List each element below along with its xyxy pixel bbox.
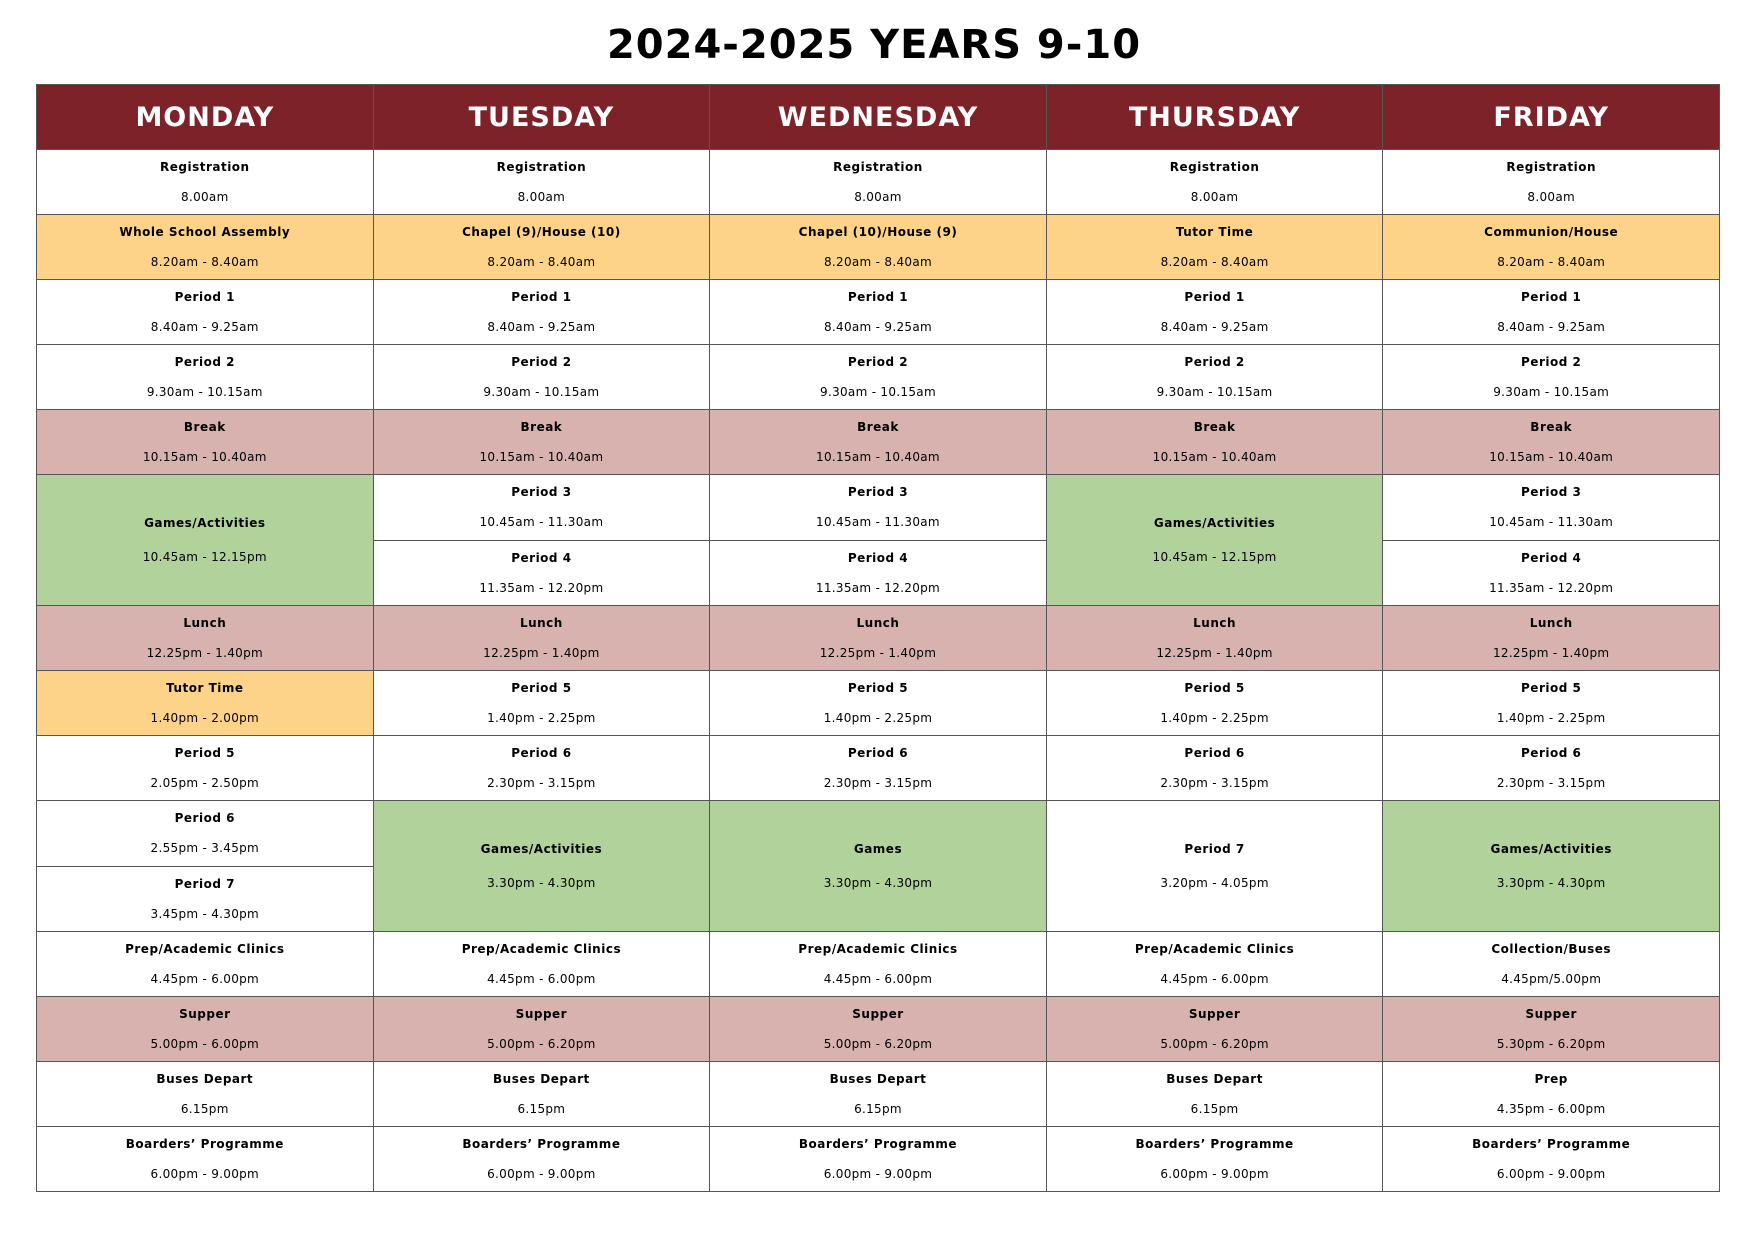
slot-cell [373,345,710,410]
slot-time: 12.25pm - 1.40pm [1492,646,1610,660]
slot-time: 5.00pm - 6.20pm [487,1037,596,1051]
slot-cell [1383,540,1720,606]
slot-time: 12.25pm - 1.40pm [483,646,600,660]
slot-cell [37,345,374,410]
slot-cell [1046,801,1383,932]
slot-time: 3.30pm - 4.30pm [823,876,933,890]
day-header-thursday: THURSDAY [1046,85,1383,150]
slot-name: Communion/House [1484,225,1619,239]
slot-time: 4.45pm - 6.00pm [487,972,596,986]
slot-time: 8.20am - 8.40am [1160,255,1269,269]
timetable-row [37,410,1720,475]
slot-name: Period 7 [174,876,235,891]
slot-name: Period 1 [1184,290,1245,304]
slot-time: 5.30pm - 6.20pm [1496,1037,1606,1051]
timetable-row [37,345,1720,410]
slot-name: Period 1 [511,290,572,304]
slot-name: Whole School Assembly [119,225,291,239]
slot-time: 8.40am - 9.25am [823,320,932,334]
slot-name: Lunch [1193,616,1237,630]
slot-time: 10.15am - 10.40am [479,450,604,464]
slot-name: Registration [496,160,587,174]
slot-name: Period 5 [1521,681,1582,695]
slot-cell [1046,1127,1383,1192]
slot-cell [1383,1062,1720,1127]
slot-cell [37,866,374,932]
slot-name: Chapel (10)/House (9) [798,225,958,239]
slot-cell [710,606,1047,671]
slot-time: 12.25pm - 1.40pm [146,646,264,660]
slot-cell [37,1062,374,1127]
slot-cell [37,410,374,475]
slot-cell [710,1127,1047,1192]
slot-time: 6.00pm - 9.00pm [487,1167,596,1181]
slot-time: 2.30pm - 3.15pm [823,776,933,790]
slot-time: 6.15pm [1190,1102,1239,1116]
slot-cell [1046,736,1383,801]
slot-name: Period 6 [174,811,235,826]
timetable-row [37,671,1720,736]
slot-time: 12.25pm - 1.40pm [819,646,937,660]
slot-name: Period 1 [847,290,909,304]
slot-cell [1383,215,1720,280]
slot-cell [710,345,1047,410]
slot-name: Boarders’ Programme [125,1137,284,1151]
slot-name: Lunch [1529,616,1573,630]
slot-cell [37,280,374,345]
slot-cell [1046,1062,1383,1127]
slot-time: 12.25pm - 1.40pm [1156,646,1273,660]
slot-name: Collection/Buses [1491,942,1612,956]
slot-time: 10.45am - 11.30am [1489,515,1614,530]
slot-time: 3.30pm - 4.30pm [1496,876,1606,890]
slot-name: Tutor Time [166,681,244,695]
slot-cell [37,801,374,867]
slot-time: 6.00pm - 9.00pm [1496,1167,1606,1181]
slot-cell [710,540,1047,606]
slot-name: Period 1 [1521,290,1582,304]
slot-name: Registration [159,160,250,174]
timetable-row [37,1062,1720,1127]
slot-name: Period 3 [847,485,909,500]
slot-cell [1383,606,1720,671]
slot-time: 3.20pm - 4.05pm [1160,876,1269,890]
slot-cell [1383,932,1720,997]
slot-time: 8.40am - 9.25am [487,320,596,334]
slot-time: 8.20am - 8.40am [1497,255,1606,269]
slot-name: Period 5 [511,681,572,695]
timetable-row [37,1127,1720,1192]
day-header-row [37,85,1720,150]
slot-time: 6.15pm [854,1102,902,1116]
timetable-row [37,801,1720,867]
timetable-row [37,280,1720,345]
slot-name: Games [853,842,903,856]
slot-time: 4.45pm/5.00pm [1501,972,1602,986]
slot-cell [37,150,374,215]
slot-time: 10.15am - 10.40am [1489,450,1614,464]
slot-time: 8.00am [1527,190,1575,204]
slot-cell [710,801,1047,932]
slot-cell [710,932,1047,997]
slot-time: 10.45am - 12.15pm [1152,550,1277,564]
slot-cell [373,997,710,1062]
slot-cell [710,475,1047,541]
slot-cell [1383,671,1720,736]
slot-cell [710,997,1047,1062]
day-header-tuesday: TUESDAY [373,85,710,150]
slot-name: Prep/Academic Clinics [461,942,622,956]
slot-name: Registration [1506,160,1596,174]
slot-cell [1046,150,1383,215]
slot-cell [373,606,710,671]
slot-cell [37,932,374,997]
slot-name: Supper [179,1007,231,1021]
slot-time: 10.45am - 11.30am [479,515,604,530]
slot-cell [37,215,374,280]
slot-name: Period 5 [847,681,909,695]
slot-cell [710,1062,1047,1127]
slot-time: 4.45pm - 6.00pm [823,972,933,986]
slot-name: Buses Depart [829,1072,927,1086]
timetable-row [37,606,1720,671]
slot-time: 9.30am - 10.15am [1493,385,1610,399]
slot-cell [37,475,374,606]
timetable-row [37,215,1720,280]
timetable-row [37,150,1720,215]
slot-cell [37,1127,374,1192]
slot-name: Period 7 [1184,842,1245,856]
slot-time: 2.05pm - 2.50pm [150,776,260,790]
slot-cell [373,801,710,932]
day-header-monday: MONDAY [37,85,374,150]
slot-name: Period 6 [1184,746,1245,760]
slot-name: Prep/Academic Clinics [1134,942,1295,956]
slot-name: Supper [852,1007,904,1021]
slot-time: 11.35am - 12.20pm [815,580,941,595]
slot-time: 2.30pm - 3.15pm [487,776,596,790]
slot-cell [1046,410,1383,475]
slot-time: 5.00pm - 6.00pm [150,1037,260,1051]
slot-time: 6.15pm [180,1102,229,1116]
slot-cell [373,475,710,541]
slot-time: 1.40pm - 2.25pm [823,711,933,725]
slot-cell [37,606,374,671]
slot-cell [710,410,1047,475]
slot-cell [37,736,374,801]
slot-name: Lunch [856,616,900,630]
timetable [36,84,1720,1192]
timetable-row [37,475,1720,541]
page-title: 2024-2025 YEARS 9-10 [606,22,1142,68]
slot-time: 6.00pm - 9.00pm [823,1167,933,1181]
slot-name: Buses Depart [156,1072,254,1086]
slot-time: 1.40pm - 2.25pm [1496,711,1606,725]
slot-cell [1383,410,1720,475]
slot-time: 9.30am - 10.15am [820,385,936,399]
slot-time: 2.30pm - 3.15pm [1160,776,1269,790]
slot-name: Period 2 [174,355,235,369]
slot-time: 9.30am - 10.15am [1156,385,1273,399]
slot-name: Games/Activities [480,842,603,856]
day-header-friday: FRIDAY [1383,85,1720,150]
slot-cell [37,997,374,1062]
slot-name: Break [1193,420,1236,434]
slot-cell [1383,345,1720,410]
slot-time: 5.00pm - 6.20pm [1160,1037,1269,1051]
slot-time: 8.00am [181,190,229,204]
slot-time: 9.30am - 10.15am [483,385,600,399]
slot-time: 9.30am - 10.15am [146,385,263,399]
slot-time: 11.35am - 12.20pm [479,580,604,595]
slot-name: Prep [1534,1072,1568,1086]
slot-time: 2.55pm - 3.45pm [150,841,260,856]
slot-time: 5.00pm - 6.20pm [823,1037,933,1051]
slot-name: Supper [1525,1007,1577,1021]
slot-name: Period 6 [1521,746,1582,760]
slot-time: 8.00am [1190,190,1239,204]
slot-name: Period 5 [1184,681,1245,695]
slot-name: Lunch [519,616,563,630]
slot-time: 8.40am - 9.25am [1160,320,1269,334]
slot-cell [710,671,1047,736]
slot-cell [373,736,710,801]
slot-name: Period 2 [1521,355,1582,369]
slot-time: 4.45pm - 6.00pm [1160,972,1269,986]
slot-cell [1046,671,1383,736]
slot-time: 8.40am - 9.25am [1497,320,1606,334]
slot-name: Games/Activities [1153,516,1276,530]
slot-cell [1383,280,1720,345]
slot-cell [373,1127,710,1192]
slot-cell [1383,736,1720,801]
slot-cell [710,736,1047,801]
slot-name: Supper [515,1007,568,1021]
slot-time: 3.30pm - 4.30pm [487,876,596,890]
slot-cell [710,215,1047,280]
slot-cell [710,150,1047,215]
slot-time: 8.20am - 8.40am [150,255,259,269]
slot-time: 8.00am [854,190,902,204]
slot-time: 8.00am [517,190,566,204]
slot-name: Games/Activities [1490,842,1612,856]
slot-time: 10.45am - 12.15pm [142,550,267,564]
slot-time: 4.35pm - 6.00pm [1496,1102,1606,1116]
timetable-row [37,997,1720,1062]
slot-cell [1046,932,1383,997]
slot-name: Boarders’ Programme [462,1137,621,1151]
slot-cell [373,932,710,997]
slot-cell [373,540,710,606]
slot-time: 6.00pm - 9.00pm [150,1167,260,1181]
slot-time: 10.15am - 10.40am [142,450,267,464]
slot-time: 1.40pm - 2.00pm [150,711,260,725]
slot-name: Period 6 [847,746,909,760]
slot-cell [373,1062,710,1127]
slot-name: Period 5 [174,746,235,760]
slot-cell [1046,997,1383,1062]
slot-name: Period 4 [511,550,572,565]
slot-time: 6.15pm [517,1102,566,1116]
slot-name: Buses Depart [493,1072,590,1086]
slot-name: Break [183,420,226,434]
slot-name: Buses Depart [1166,1072,1263,1086]
slot-cell [1046,606,1383,671]
slot-cell [1383,150,1720,215]
slot-cell [1383,801,1720,932]
slot-time: 10.15am - 10.40am [816,450,940,464]
slot-time: 8.20am - 8.40am [487,255,596,269]
slot-cell [1383,997,1720,1062]
slot-time: 3.45pm - 4.30pm [150,906,260,921]
slot-name: Period 1 [174,290,235,304]
slot-cell [1383,475,1720,541]
slot-name: Period 2 [847,355,909,369]
slot-time: 1.40pm - 2.25pm [487,711,596,725]
slot-cell [373,410,710,475]
timetable-row [37,932,1720,997]
slot-name: Boarders’ Programme [1135,1137,1294,1151]
slot-time: 8.20am - 8.40am [823,255,932,269]
slot-cell [1046,345,1383,410]
slot-cell [373,671,710,736]
slot-time: 1.40pm - 2.25pm [1160,711,1269,725]
slot-name: Break [520,420,563,434]
slot-name: Registration [1169,160,1260,174]
slot-time: 10.45am - 11.30am [816,515,940,530]
slot-time: 2.30pm - 3.15pm [1496,776,1606,790]
slot-name: Period 2 [511,355,572,369]
slot-cell [1383,1127,1720,1192]
slot-name: Break [857,420,899,434]
slot-time: 8.40am - 9.25am [150,320,259,334]
slot-name: Break [1530,420,1573,434]
slot-name: Period 6 [511,746,572,760]
slot-name: Period 2 [1184,355,1245,369]
slot-name: Games/Activities [144,516,266,530]
slot-name: Lunch [183,616,227,630]
slot-cell [1046,475,1383,606]
slot-cell [710,280,1047,345]
slot-time: 4.45pm - 6.00pm [150,972,260,986]
day-header-wednesday: WEDNESDAY [710,85,1047,150]
slot-name: Period 4 [847,550,909,565]
slot-cell [373,215,710,280]
slot-name: Tutor Time [1175,225,1254,239]
slot-cell [1046,280,1383,345]
slot-name: Registration [833,160,923,174]
slot-name: Boarders’ Programme [798,1137,958,1151]
slot-name: Period 4 [1521,550,1582,565]
slot-cell [373,150,710,215]
slot-name: Prep/Academic Clinics [798,942,958,956]
slot-name: Chapel (9)/House (10) [462,225,621,239]
slot-time: 6.00pm - 9.00pm [1160,1167,1269,1181]
slot-name: Prep/Academic Clinics [125,942,285,956]
slot-cell [373,280,710,345]
slot-name: Period 3 [1521,485,1582,500]
slot-cell [1046,215,1383,280]
slot-name: Period 3 [511,485,572,500]
slot-name: Boarders’ Programme [1472,1137,1631,1151]
slot-name: Supper [1188,1007,1241,1021]
timetable-row [37,736,1720,801]
slot-time: 10.15am - 10.40am [1152,450,1277,464]
slot-cell [37,671,374,736]
slot-time: 11.35am - 12.20pm [1489,580,1614,595]
